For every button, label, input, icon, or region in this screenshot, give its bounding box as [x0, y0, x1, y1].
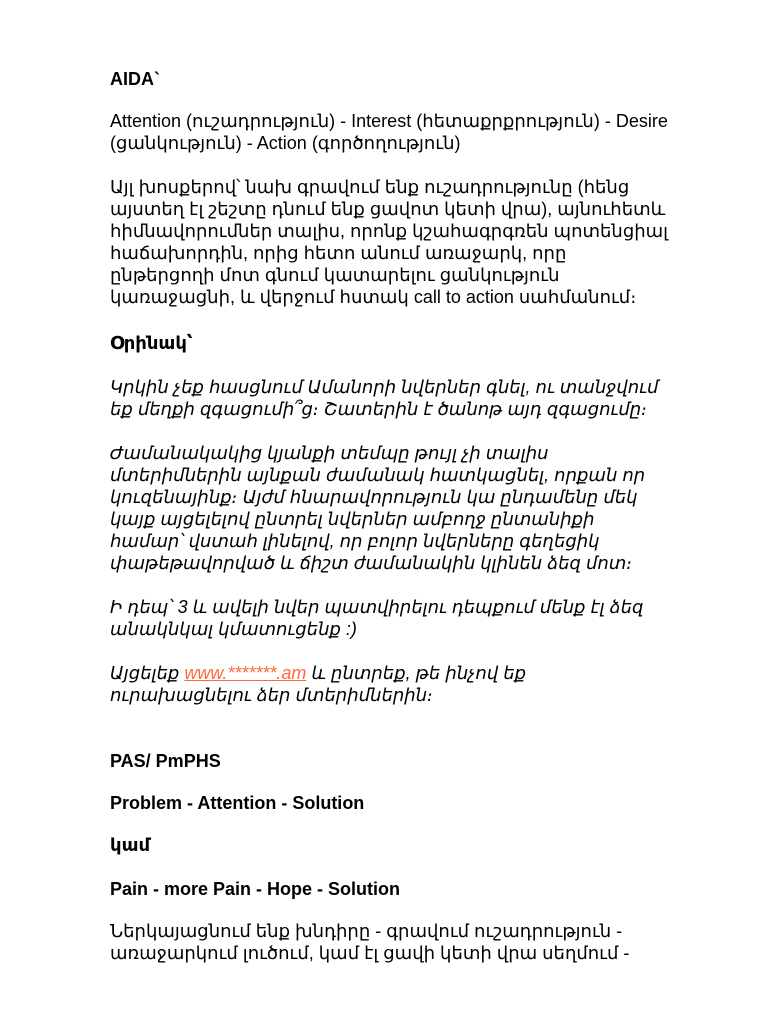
final-paragraph: Ներկայացնում ենք խնդիրը - գրավում ուշադրություն - առաջարկում լուծում, կամ էլ ցավի կետի վրա սեղմում - — [110, 921, 630, 963]
call-to-action-paragraph — [110, 662, 730, 706]
example-paragraph-3: Ի դեպ՝ 3 և ավելի նվեր պատվիրելու դեպքում մենք էլ ձեզ անակնկալ կմատուցենք :) — [110, 597, 644, 639]
example-paragraph-2: Ժամանակակից կյանքի տեմպը թույլ չի տալիս մտերիմներին այնքան ժամանակ հատկացնել, որքան որ կուզենայինք։ Այժմ հնարավորություն կա ընդամենը մեկ կայք այցելելով ընտրել նվերներ ամբողջ ընտանիքի համար՝ վստահ լինելով, որ բոլոր նվերները գեղեցիկ փաթեթավորված և ճիշտ ժամանակին կլինեն ձեզ մոտ։ — [110, 443, 646, 573]
pmphs-formula: Pain - more Pain - Hope - Solution — [110, 879, 401, 899]
or-separator: կամ — [110, 835, 151, 855]
example-heading: Օրինակ՝ — [110, 333, 193, 353]
aida-definition: Attention (ուշադրություն) - Interest (հետաքրքրություն) - Desire (ցանկություն) - Action (գործողություն) — [110, 111, 668, 153]
website-link[interactable]: www.*******.am — [184, 663, 307, 683]
pas-formula: Problem - Attention - Solution — [110, 793, 365, 813]
cta-text-before: Այցելեք — [110, 663, 185, 683]
example-paragraph-1: Կրկին չեք հասցնում Ամանորի նվերներ գնել, ու տանջվում եք մեղքի զգացումի՞ց։ Շատերին է ծանոթ այդ զգացումը։ — [110, 377, 659, 419]
cta-text-after: և ընտրեք, թե ինչով եք ուրախացնելու ձեր մտերիմներին։ — [110, 663, 527, 705]
pas-heading: PAS/ PmPHS — [110, 751, 221, 771]
document-page — [110, 68, 730, 964]
explanation-paragraph: Այլ խոսքերով՝ նախ գրավում ենք ուշադրությունը (հենց այստեղ էլ շեշտը դնում ենք ցավոտ կետի վրա), այնուհետև հիմնավորումներ տալիս, որոնք կշահագրգռեն պոտենցիալ հաճախորդին, որից հետո անում առաջարկ, որը ընթերցողի մոտ գնում կատարելու ցանկություն կառաջացնի, և վերջում հստակ call to action սահմանում։ — [110, 177, 669, 307]
aida-heading: AIDA` — [110, 69, 160, 89]
